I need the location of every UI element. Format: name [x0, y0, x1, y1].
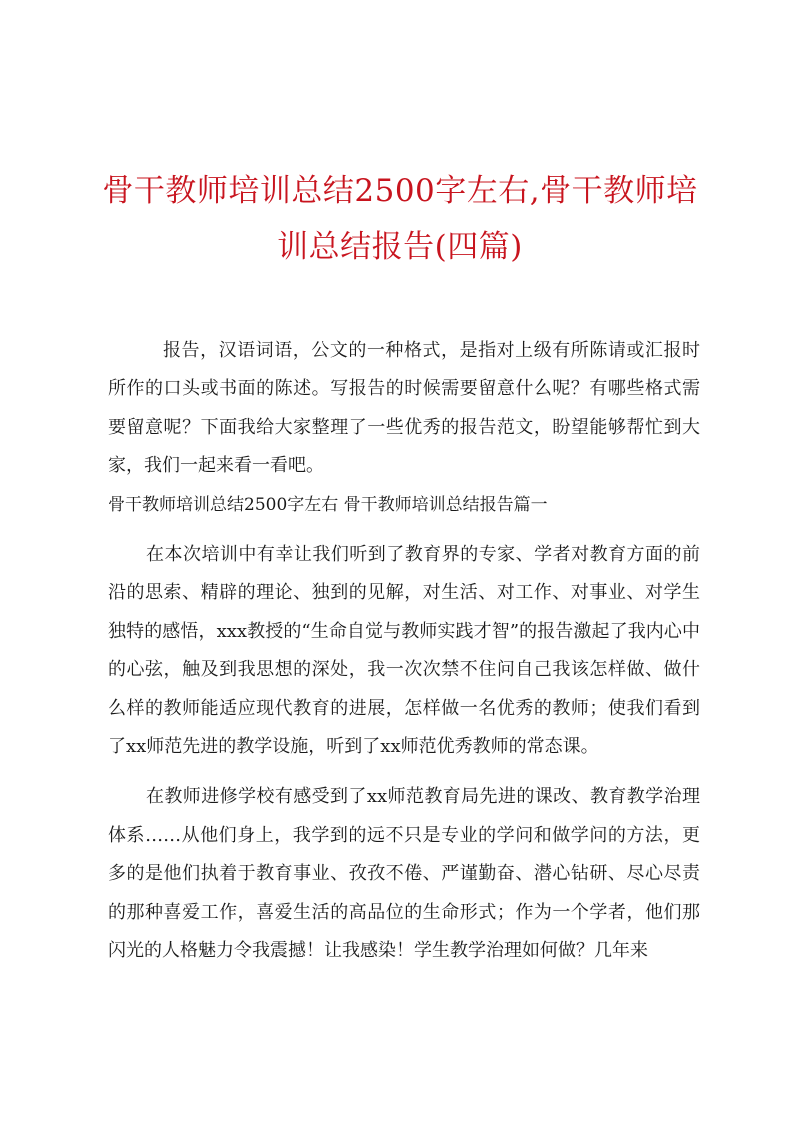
body-paragraph-1: 在本次培训中有幸让我们听到了教育界的专家、学者对教育方面的前沿的思索、精辟的理论、独到的见解，对生活、对工作、对事业、对学生独特的感悟，xxx教授的“生命自觉与教师实践才智”的报告激起了我内心中的心弦，触及到我思想的深处，我一次次禁不住问自己我该怎样做、做什么样的教师能适应现代教育的进展，怎样做一名优秀的教师；使我们看到了xx师范先进的教学设施，听到了xx师范优秀教师的常态课。	[108, 544, 700, 758]
body-paragraph-2: 在教师进修学校有感受到了xx师范教育局先进的课改、教育教学治理体系……从他们身上，我学到的远不只是专业的学问和做学问的方法，更多的是他们执着于教育事业、孜孜不倦、严谨勤奋、潜心钻研、尽心尽责的那种喜爱工作，喜爱生活的高品位的生命形式；作为一个学者，他们那闪光的人格魅力令我震撼！让我感染！学生教学治理如何做？几年来	[108, 786, 700, 962]
intro-paragraph: 报告，汉语词语，公文的一种格式，是指对上级有所陈请或汇报时所作的口头或书面的陈述。写报告的时候需要留意什么呢？有哪些格式需要留意呢？下面我给大家整理了一些优秀的报告范文，盼望能够帮忙到大家，我们一起来看一看吧。	[108, 340, 700, 477]
document-title: 骨干教师培训总结2500字左右,骨干教师培训总结报告(四篇)	[102, 173, 698, 265]
section-heading: 骨干教师培训总结2500字左右 骨干教师培训总结报告篇一	[108, 494, 548, 515]
document-body	[108, 332, 700, 971]
